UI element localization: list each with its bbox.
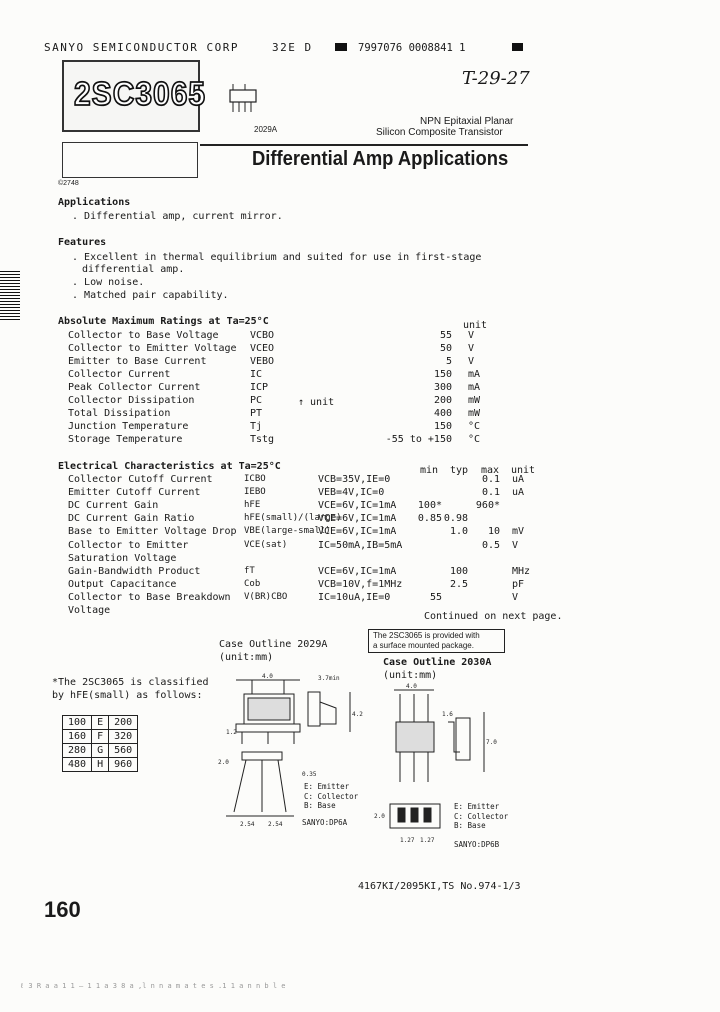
param-condition: VCE=6V,IC=1mA [318, 513, 397, 524]
rating-symbol: PC [250, 395, 263, 406]
pin-collector: C: Collector [304, 791, 359, 801]
dim-label: 1.27 [420, 837, 435, 844]
hfe-row [63, 744, 138, 758]
header-mark-2 [512, 43, 523, 51]
page-title: Differential Amp Applications [252, 148, 509, 170]
hfe-cell: G [92, 744, 109, 758]
param-symbol: Cob [244, 579, 261, 589]
hfe-class-table [62, 715, 138, 772]
param-typ: 1.0 [449, 526, 468, 537]
applications-heading: Applications [58, 197, 131, 208]
pin-collector: C: Collector [454, 811, 509, 821]
param-unit: pF [512, 579, 525, 590]
per-unit-note: ↑ unit [298, 397, 335, 408]
rating-name: Storage Temperature [68, 434, 183, 445]
param-typ: 0.98 [443, 513, 468, 524]
param-unit: V [512, 592, 519, 603]
note-line-2: a surface mounted package. [373, 641, 474, 650]
classification-line-1: *The 2SC3065 is classified [52, 677, 209, 688]
param-condition: VCE=6V,IC=1mA [318, 500, 397, 511]
param-condition: VEB=4V,IC=0 [318, 487, 385, 498]
case2-pins [454, 802, 508, 831]
rating-unit: °C [468, 434, 481, 445]
note-line-1: The 2SC3065 is provided with [373, 631, 480, 640]
param-condition: VCB=35V,IE=0 [318, 474, 391, 485]
param-unit: mV [512, 526, 525, 537]
param-symbol: fT [244, 566, 255, 576]
param-name: Saturation Voltage [68, 553, 177, 564]
param-name: Voltage [68, 605, 111, 616]
param-symbol: IEBO [244, 487, 266, 497]
hfe-row [63, 716, 138, 730]
rating-unit: mW [468, 408, 481, 419]
feature-item: . Excellent in thermal equilibrium and suited for use in first-stage [72, 252, 482, 263]
param-typ: 2.5 [449, 579, 468, 590]
dim-label: 1.27 [400, 837, 415, 844]
param-condition: VCE=6V,IC=1mA [318, 526, 397, 537]
dim-label: 4.2 [352, 711, 363, 718]
rating-symbol: Tstg [250, 434, 275, 445]
page-number: 160 [44, 897, 81, 922]
dim-label: 1.2 [226, 729, 237, 736]
dim-label: 4.0 [406, 683, 417, 690]
hfe-cell: 100 [63, 716, 92, 730]
rating-value: 200 [433, 395, 452, 406]
param-max: 0.5 [481, 540, 500, 551]
case1-title: Case Outline 2029A [219, 639, 328, 650]
rating-name: Emitter to Base Current [68, 356, 207, 367]
dim-label: 2.0 [374, 813, 385, 820]
pin-emitter: E: Emitter [454, 802, 500, 811]
param-condition: VCE=6V,IC=1mA [318, 566, 397, 577]
rating-unit: V [468, 343, 475, 354]
rating-value: 150 [433, 421, 452, 432]
param-symbol: VBE(large-small) [244, 526, 331, 536]
applications-item: . Differential amp, current mirror. [72, 211, 283, 222]
rating-name: Collector to Emitter Voltage [68, 343, 237, 354]
dim-label: 2.54 [240, 821, 255, 828]
feature-item: . Low noise. [72, 277, 145, 288]
dim-label: 0.35 [302, 771, 317, 778]
hfe-cell: H [92, 758, 109, 772]
edge-barcode [0, 271, 20, 321]
rating-symbol: VCBO [250, 330, 275, 341]
feature-item-text: Excellent in thermal equilibrium and suited for use in first-stage [84, 252, 482, 263]
case1-label: SANYO:DP6A [302, 818, 348, 827]
param-symbol: ICBO [244, 474, 266, 484]
rating-unit: mA [468, 369, 481, 380]
feature-item-text: Matched pair capability. [84, 290, 229, 301]
rating-unit: mA [468, 382, 481, 393]
param-min: 0.85 [417, 513, 442, 524]
param-min: 55 [429, 592, 442, 603]
rating-value: 400 [433, 408, 452, 419]
hfe-cell: 960 [109, 758, 138, 772]
param-unit: V [512, 540, 519, 551]
rating-symbol: IC [250, 369, 263, 380]
param-unit: uA [512, 474, 525, 485]
header-mark [335, 43, 347, 51]
param-name: Output Capacitance [68, 579, 177, 590]
applications-item-text: Differential amp, current mirror. [84, 211, 283, 222]
rating-value: 5 [445, 356, 452, 367]
rating-name: Total Dissipation [68, 408, 171, 419]
pin-base: B: Base [304, 801, 336, 810]
hfe-cell: 560 [109, 744, 138, 758]
hfe-cell: 280 [63, 744, 92, 758]
abs-max-heading: Absolute Maximum Ratings at Ta=25°C [58, 316, 269, 327]
company-header: SANYO SEMICONDUCTOR CORP [44, 41, 239, 54]
param-min: 100* [417, 500, 442, 511]
rating-symbol: VCEO [250, 343, 275, 354]
param-unit: MHz [512, 566, 531, 577]
package-icon [226, 82, 262, 122]
part-logo-box [62, 60, 207, 132]
case2-label: SANYO:DP6B [454, 840, 500, 849]
rating-name: Collector to Base Voltage [68, 330, 219, 341]
rating-unit: V [468, 356, 475, 367]
param-max: 0.1 [481, 487, 500, 498]
hfe-cell: 200 [109, 716, 138, 730]
rating-symbol: ICP [250, 382, 269, 393]
hfe-row [63, 730, 138, 744]
hfe-cell: 480 [63, 758, 92, 772]
package-label: 2029A [254, 125, 278, 134]
hfe-cell: 320 [109, 730, 138, 744]
part-name: 2SC3065 [74, 76, 207, 113]
header-code: 32E D [272, 41, 313, 54]
dim-label: 2.0 [218, 759, 229, 766]
param-symbol: VCE(sat) [244, 540, 288, 550]
param-name: DC Current Gain [68, 500, 159, 511]
hfe-cell: E [92, 716, 109, 730]
continued-note: Continued on next page. [424, 611, 563, 622]
rating-value: 150 [433, 369, 452, 380]
rating-name: Junction Temperature [68, 421, 189, 432]
dim-label: 1.6 [442, 711, 453, 718]
part-underbox [62, 142, 198, 178]
param-typ: 100 [449, 566, 468, 577]
hfe-cell: 160 [63, 730, 92, 744]
surface-mount-note [368, 629, 505, 653]
hfe-row [63, 758, 138, 772]
case1-unit: (unit:mm) [219, 652, 274, 663]
dim-label: 3.7min [318, 675, 340, 682]
feature-item-text: Low noise. [84, 277, 145, 288]
pin-emitter: E: Emitter [304, 782, 350, 791]
param-condition: IC=10uA,IE=0 [318, 592, 391, 603]
footer-code: 4167KI/2095KI,TS No.974-1/3 [358, 881, 521, 892]
rating-value: 55 [439, 330, 452, 341]
rating-name: Peak Collector Current [68, 382, 201, 393]
dim-label: 2.54 [268, 821, 283, 828]
elec-heading: Electrical Characteristics at Ta=25°C [58, 461, 281, 472]
rating-value: 50 [439, 343, 452, 354]
param-name: Base to Emitter Voltage Drop [68, 526, 237, 537]
col-typ: typ [450, 465, 469, 476]
col-min: min [420, 465, 439, 476]
param-name: Collector to Emitter [68, 540, 189, 551]
param-symbol: V(BR)CBO [244, 592, 288, 602]
param-max: 0.1 [481, 474, 500, 485]
col-unit: unit [511, 465, 536, 476]
pin-base: B: Base [454, 821, 486, 830]
param-max: 10 [487, 526, 500, 537]
case2-unit: (unit:mm) [383, 670, 438, 681]
title-rule [200, 144, 528, 146]
param-symbol: hFE(small)/(large) [244, 513, 342, 523]
feature-item: . Matched pair capability. [72, 290, 229, 301]
dim-label: 7.0 [486, 739, 497, 746]
rating-symbol: VEBO [250, 356, 275, 367]
param-name: DC Current Gain Ratio [68, 513, 195, 524]
case1-pins [304, 782, 358, 811]
param-condition: VCB=10V,f=1MHz [318, 579, 403, 590]
col-max: max [481, 465, 500, 476]
rating-name: Collector Current [68, 369, 171, 380]
param-name: Collector to Base Breakdown [68, 592, 231, 603]
param-name: Emitter Cutoff Current [68, 487, 201, 498]
rating-symbol: PT [250, 408, 263, 419]
abs-max-unit-header: unit [463, 320, 488, 331]
features-heading: Features [58, 237, 107, 248]
rating-unit: °C [468, 421, 481, 432]
param-name: Collector Cutoff Current [68, 474, 213, 485]
rating-unit: V [468, 330, 475, 341]
faint-footer: ℓ 3 R a a 1 1 — 1 1 a 3 8 a ,l n n a m a t e s .1 1 a n n b l e [20, 982, 286, 990]
feature-item-cont: differential amp. [82, 264, 185, 275]
rating-value: -55 to +150 [385, 434, 452, 445]
rating-name: Collector Dissipation [68, 395, 195, 406]
dim-label: 4.0 [262, 673, 273, 680]
header-docnum: 7997076 0008841 1 [358, 42, 466, 54]
type-line-1: NPN Epitaxial Planar [420, 116, 514, 127]
param-name: Gain-Bandwidth Product [68, 566, 201, 577]
rating-symbol: Tj [250, 421, 263, 432]
handwritten-note: T-29-27 [462, 68, 530, 89]
rating-value: 300 [433, 382, 452, 393]
case2-title: Case Outline 2030A [383, 657, 492, 668]
type-line-2: Silicon Composite Transistor [376, 127, 503, 138]
small-code: ©2748 [58, 180, 79, 187]
classification-line-2: by hFE(small) as follows: [52, 690, 203, 701]
param-symbol: hFE [244, 500, 261, 510]
param-unit: uA [512, 487, 525, 498]
param-condition: IC=50mA,IB=5mA [318, 540, 403, 551]
hfe-cell: F [92, 730, 109, 744]
rating-unit: mW [468, 395, 481, 406]
param-max: 960* [475, 500, 500, 511]
